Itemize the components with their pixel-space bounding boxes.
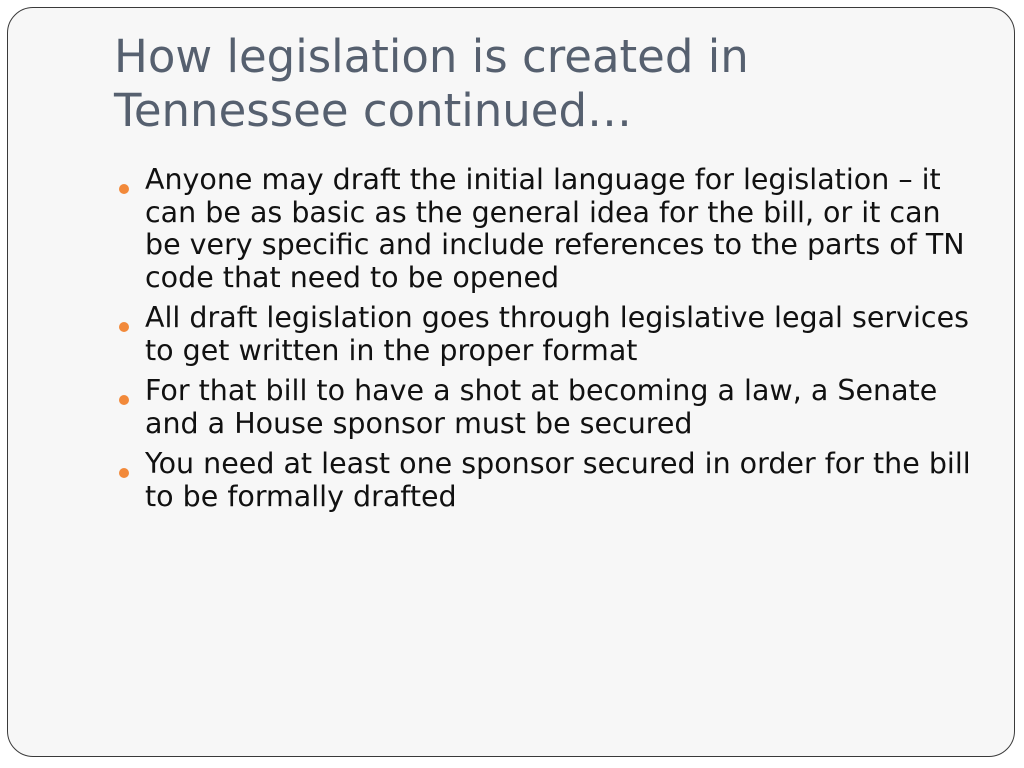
orange-bullet-icon (119, 468, 129, 478)
bullet-item-2 (114, 302, 974, 367)
orange-bullet-icon (119, 184, 129, 194)
orange-bullet-icon (119, 395, 129, 405)
bullet-text: All draft legislation goes through legislative legal services to get written in the proper format (145, 301, 969, 367)
orange-bullet-icon (119, 322, 129, 332)
slide-frame (7, 7, 1015, 757)
bullet-text: Anyone may draft the initial language for legislation – it can be as basic as the general idea for the bill, or it can be very specific and include references to the parts of TN code that need to be opened (145, 163, 965, 294)
bullet-item-3 (114, 375, 974, 440)
bullet-item-4 (114, 448, 974, 513)
bullet-list (114, 164, 974, 521)
bullet-text: For that bill to have a shot at becoming a law, a Senate and a House sponsor must be secured (145, 374, 938, 440)
bullet-item-1 (114, 164, 974, 294)
slide-title: How legislation is created in Tennessee continued… (114, 30, 749, 137)
bullet-text: You need at least one sponsor secured in order for the bill to be formally drafted (145, 447, 971, 513)
